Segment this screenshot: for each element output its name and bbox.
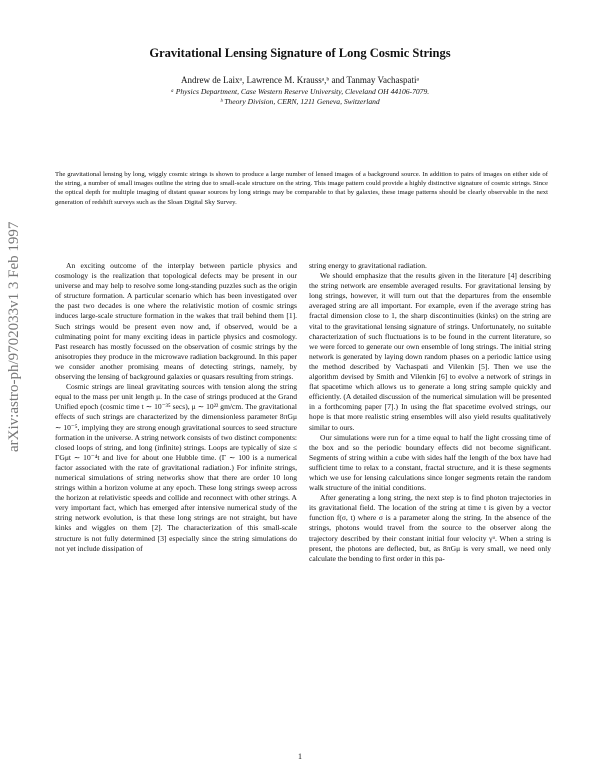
left-column [55, 261, 297, 554]
body-paragraph: An exciting outcome of the interplay between particle physics and cosmology is the realization that topological defects may be present in our universe and may help to resolve some long-standing puzzles such as the origin of structure formation. A particular scenario which has been investigated over the past two decades is one where the relativistic motion of cosmic strings induces large-scale structure formation in the wakes that trail behind them [1]. Such strings would be present even now and, if observed, would be a culminating point for many exciting ideas in particle physics and cosmology. Past research has mostly focussed on the observation of cosmic strings by the anisotropies they produce in the microwave radiation background. In this paper we consider another promising means of detecting strings, namely, by observing the lensing of background galaxies or quasars resulting from strings. [55, 261, 297, 382]
author-list: Andrew de Laixᵃ, Lawrence M. Kraussᵃ,ᵇ and Tanmay Vachaspatiᵃ [181, 75, 419, 85]
paper-title: Gravitational Lensing Signature of Long Cosmic Strings [149, 46, 451, 60]
body-paragraph: Cosmic strings are lineal gravitating sources with tension along the string equal to the mass per unit length μ. In the case of strings produced at the Grand Unified epoch (cosmic time t ∼ 10⁻³⁵ secs), μ ∼ 10²² gm/cm. The gravitational effects of such strings are characterized by the dimensionless parameter 8πGμ ∼ 10⁻⁵, implying they are strong enough gravitational sources to seed structure formation in the universe. A string network consists of two distinct components: closed loops of string, and long (infinite) strings. Loops are typically of size ≤ ΓGμt ∼ 10⁻⁴t and live for about one Hubble time. (Γ ∼ 100 is a numerical factor associated with the rate of gravitational radiation.) For infinite strings, numerical simulations of string networks show that there are order 10 long strings within a horizon volume at any epoch. These long strings sweep across the horizon at relativistic speeds and collide and reconnect with other strings. A very important fact, which has emerged after intensive numerical study of the string network evolution, is that these long strings are not straight, but have kinks and wiggles on them [2]. The characterization of this small-scale structure is not fully determined [3] especially since the string simulations do not yet include dissipation of [55, 382, 297, 553]
affiliation-a: ᵃ Physics Department, Case Western Reserve University, Cleveland OH 44106-7079. [170, 87, 430, 96]
body-paragraph: We should emphasize that the results given in the literature [4] describing the string network are ensemble averaged results. For gravitational lensing by long strings, however, it will turn out that the departures from the ensemble averaged string are all important. For example, even if the average string has fractal dimension close to 1, the sharp discontinuities (kinks) on the string are vital to the gravitational lensing signature of strings. Unfortunately, no suitable characterization of such fluctuations is to be found in the current literature, so we were forced to generate our own ensemble of long strings. The initial string network is generated by laying down random phases on a periodic lattice using the method described by Vachaspati and Vilenkin [5]. Then we use the algorithm devised by Smith and Vilenkin [6] to evolve a network of strings in flat spacetime which allows us to generate a long string sample quickly and efficiently. (A detailed discussion of the numerical simulation will be presented in a forthcoming paper [7].) In using the flat spacetime evolved strings, our hope is that more realistic string ensembles will also yield results qualitatively similar to ours. [309, 271, 551, 432]
abstract: The gravitational lensing by long, wiggly cosmic strings is shown to produce a large number of lensed images of a background source. In addition to pairs of images on either side of the string, a number of small images outline the string due to small-scale structure on the string. This image pattern could provide a highly distinctive signature of cosmic strings. Since the optical depth for multiple imaging of distant quasar sources by long strings may be comparable to that by galaxies, these image patterns should be clearly observable in the next generation of redshift surveys such as the Sloan Digital Sky Survey. [55, 171, 548, 206]
page-number: 1 [298, 752, 302, 761]
body-paragraph: Our simulations were run for a time equal to half the light crossing time of the box and so the periodic boundary effects did not become significant. Segments of string within a cube with sides half the length of the box have had sufficient time to relax to a constant, fractal structure, and it is these segments which we use for lensing calculations since longer segments retain the random walk structure of the initial conditions. [309, 432, 551, 493]
affiliation-b: ᵇ Theory Division, CERN, 1211 Geneva, Switzerland [220, 97, 380, 106]
arxiv-identifier: arXiv:astro-ph/9702033v1 3 Feb 1997 [6, 221, 22, 452]
body-paragraph-continuation: string energy to gravitational radiation. [309, 261, 427, 270]
right-column [309, 261, 551, 564]
body-paragraph: After generating a long string, the next step is to find photon trajectories in its gravitational field. The location of the string at time t is given by a vector function f(σ, t) where σ is a parameter along the string. In the absence of the strings, photons would travel from the source to the observer along the trajectory described by their constant initial four velocity γᵘ. When a string is present, the photons are deflected, but, as 8πGμ is very small, we need only calculate the bending to first order in this pa- [309, 493, 551, 563]
